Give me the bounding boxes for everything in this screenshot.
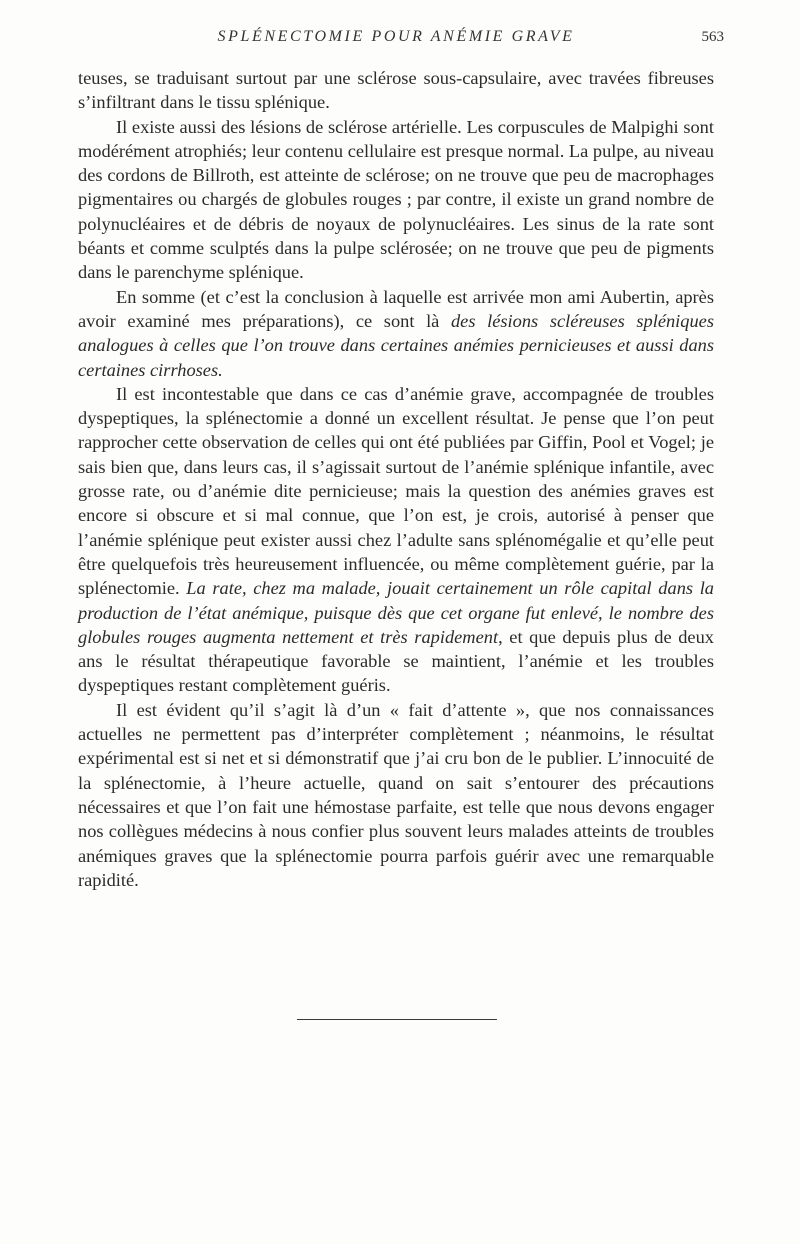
text-run: Il est évident qu’il s’agit là d’un « fait d’attente », que nos connaissances actuelles ne permettent pas d’interpréter complètement ; néanmoins, le résultat expérimental est si net et si démonstratif que j’ai cru bon de le publier. L’innocuité de la splénectomie, à l’heure actuelle, quand on sait s’entourer des précautions nécessaires et que l’on fait une hémostase parfaite, est telle que nous devons engager nos collègues médecins à nous confier plus souvent leurs malades atteints de troubles anémiques graves que la splénectomie pourra parfois guérir avec une remarquable rapidité. — [78, 699, 714, 890]
italic-text-run: La rate, chez ma malade, jouait certainement un rôle capital dans la production de l’état anémique, puisque dès que cet organe fut enlevé, le nombre des globules rouges augmenta nettement et très rapidement — [78, 578, 714, 647]
text-run: Il existe aussi des lésions de sclérose artérielle. Les corpuscules de Malpighi sont modérément atrophiés; leur contenu cellulaire est presque normal. La pulpe, au niveau des cordons de Billroth, est atteinte de sclérose; on ne trouve que peu de macrophages pigmentaires ou chargés de globules rouges ; par contre, il existe un grand nombre de polynucléaires et de débris de noyaux de polynucléaires. Les sinus de la rate sont béants et comme sculptés dans la pulpe sclérosée; on ne trouve que peu de pigments dans le parenchyme splénique. — [78, 116, 714, 283]
text-run: En somme (et c’est la conclusion à laquelle est arrivée mon ami Aubertin, après avoir examiné mes préparations), ce sont là — [78, 286, 714, 331]
paragraph — [78, 66, 714, 115]
text-run: , et que depuis plus de deux ans le résultat thérapeutique favorable se maintient, l’anémie et les troubles dyspeptiques restant complètement guéris. — [78, 626, 714, 696]
paragraph — [78, 382, 714, 698]
body-text — [78, 66, 714, 892]
page-number: 563 — [701, 29, 724, 45]
paragraph — [78, 698, 714, 892]
end-rule-divider — [297, 1019, 497, 1020]
text-run: teuses, se traduisant surtout par une sclérose sous-capsulaire, avec travées fibreuses s’infiltrant dans le tissu splénique. — [78, 68, 714, 113]
text-run: Il est incontestable que dans ce cas d’anémie grave, accompagnée de troubles dyspeptiques, la splénectomie a donné un excellent résultat. Je pense que l’on peut rapprocher cette observation de celles qui ont été publiées par Giffin, Pool et Vogel; je sais bien que, dans leurs cas, il s’agissait surtout de l’anémie splénique infantile, avec grosse rate, ou d’anémie dite pernicieuse; mais la question des anémies graves est encore si obscure et si mal connue, que l’on est, je crois, autorisé à penser que l’anémie splénique peut exister aussi chez l’adulte sans splénomégalie et qu’elle peut être quelquefois très heureusement influencée, ou même complètement guérie, par la splénectomie. — [78, 383, 714, 599]
running-head — [78, 28, 724, 52]
paragraph — [78, 115, 714, 285]
running-title: SPLÉNECTOMIE POUR ANÉMIE GRAVE — [217, 28, 575, 45]
paragraph — [78, 285, 714, 382]
italic-text-run: des lésions scléreuses spléniques analogues à celles que l’on trouve dans certaines anémies pernicieuses et aussi dans certaines cirrhoses. — [78, 310, 714, 380]
